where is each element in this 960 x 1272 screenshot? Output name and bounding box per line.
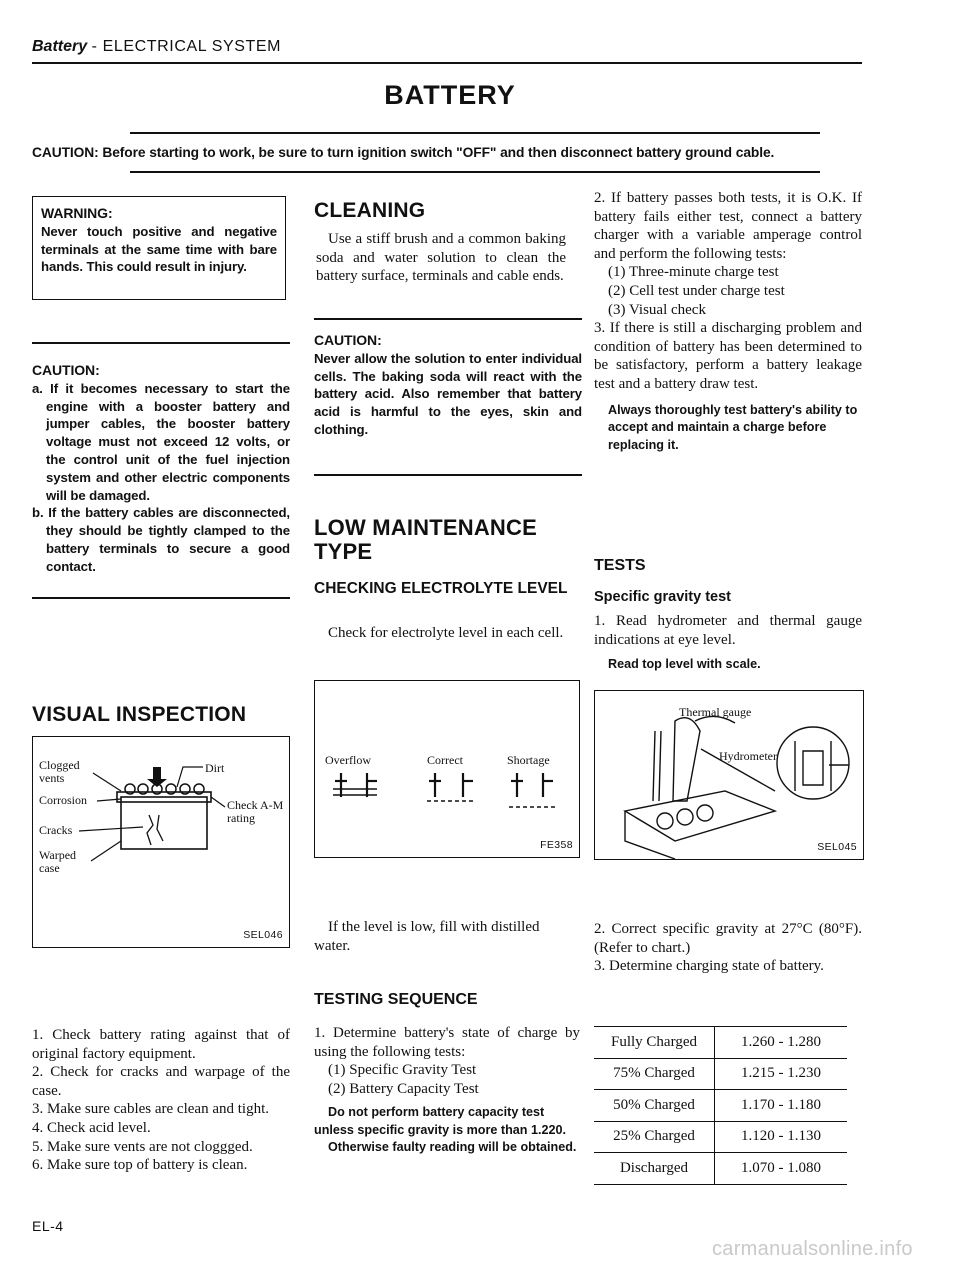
rc-test-2: (2) Cell test under charge test (608, 282, 785, 299)
label-dirt: Dirt (205, 761, 225, 775)
vi-step-5: 5. Make sure vents are not cloggged. (32, 1138, 253, 1155)
specific-gravity-subheading: Specific gravity test (594, 589, 731, 605)
table-cell-state: 75% Charged (594, 1058, 715, 1090)
figure-code-sel046: SEL046 (243, 929, 283, 941)
tests-step-2: 2. Correct specific gravity at 27°C (80°F). (Refer to chart.) (594, 921, 862, 956)
rc-step-2: 2. If battery passes both tests, it is O.K. If battery fails either test, connect a battery charger with a variable amperage control and perform the following tests: (594, 190, 862, 262)
rc-test-3: (3) Visual check (608, 301, 706, 318)
table-cell-state: 25% Charged (594, 1121, 715, 1153)
table-row (594, 1027, 847, 1059)
label-hydrometer: Hydrometer (719, 749, 777, 763)
rc-note: Always thoroughly test battery's ability to accept and maintain a charge before replacing it. (608, 402, 858, 452)
vi-step-2: 2. Check for cracks and warpage of the case. (32, 1064, 290, 1099)
cleaning-heading: CLEANING (314, 199, 426, 222)
testing-sequence-heading: TESTING SEQUENCE (314, 991, 478, 1008)
ts-step-1: 1. Determine battery's state of charge by using the following tests: (314, 1025, 580, 1060)
table-cell-state: Discharged (594, 1153, 715, 1185)
visual-inspection-steps (32, 1026, 290, 1175)
running-header (32, 38, 281, 56)
specific-gravity-table-wrap (594, 1026, 847, 1185)
header-rule (32, 62, 862, 64)
table-row (594, 1153, 847, 1185)
cleaning-caution-rule-top (314, 318, 582, 320)
rc-step-3: 3. If there is still a discharging problem and condition of battery has been determined to be satisfactory, perform a battery leakage test and a battery draw test. (594, 320, 862, 392)
caution-left-label: CAUTION: (32, 362, 100, 378)
label-correct: Correct (427, 753, 463, 767)
table-row (594, 1121, 847, 1153)
cleaning-caution-label: CAUTION: (314, 332, 382, 348)
label-corrosion: Corrosion (39, 793, 87, 807)
cleaning-caution-rule-bottom (314, 474, 582, 476)
figure-code-fe358: FE358 (540, 839, 573, 851)
caution-top-rule-upper (130, 132, 820, 134)
figure-code-sel045: SEL045 (817, 841, 857, 853)
table-row (594, 1090, 847, 1122)
warning-text: Never touch positive and negative terminals at the same time with bare hands. This could result in injury. (41, 223, 277, 275)
right-col-sequence (594, 189, 862, 454)
caution-left-rule-bottom (32, 597, 290, 599)
tests-step-3: 3. Determine charging state of battery. (594, 958, 824, 975)
table-cell-range: 1.120 - 1.130 (715, 1121, 848, 1153)
tests-heading: TESTS (594, 557, 646, 574)
caution-left (32, 352, 290, 576)
tests-note: Read top level with scale. (608, 657, 761, 671)
watermark: carmanualsonline.info (712, 1238, 913, 1260)
testing-sequence-body (314, 1024, 580, 1157)
ts-test-1: (1) Specific Gravity Test (328, 1062, 477, 1079)
table-cell-range: 1.260 - 1.280 (715, 1027, 848, 1059)
vi-step-1: 1. Check battery rating against that of original factory equipment. (32, 1027, 290, 1062)
cleaning-text: Use a stiff brush and a common baking soda and water solution to clean the battery surface, terminals and cable ends. (316, 231, 566, 285)
label-warped-case: Warped case (39, 848, 77, 875)
cleaning-caution-text: Never allow the solution to enter individual cells. The baking soda will react with the battery acid. Also remember that battery acid is harmful to the eyes, skin and clothing. (314, 350, 582, 437)
cleaning-caution (314, 326, 582, 439)
electrolyte-figure (314, 680, 580, 858)
vi-step-3: 3. Make sure cables are clean and tight. (32, 1101, 269, 1118)
vi-step-4: 4. Check acid level. (32, 1119, 151, 1136)
warning-label: WARNING: (41, 205, 113, 221)
caution-left-a: a. If it becomes necessary to start the engine with a booster battery and jumper cables, the booster battery voltage must not exceed 12 volts, or the control unit of the fuel injection system and other electric components will be damaged. (32, 380, 290, 503)
label-clogged-vents: Clogged vents (39, 758, 80, 785)
caution-left-rule-top (32, 342, 290, 344)
label-check-am-rating: Check A-M rating (227, 798, 284, 825)
vi-step-6: 6. Make sure top of battery is clean. (32, 1157, 248, 1174)
label-overflow: Overflow (325, 753, 371, 767)
ts-test-2: (2) Battery Capacity Test (328, 1080, 479, 1097)
warning-box (32, 196, 286, 300)
label-thermal-gauge: Thermal gauge (679, 705, 752, 719)
caution-top-rule-lower (130, 171, 820, 173)
visual-inspection-heading: VISUAL INSPECTION (32, 703, 247, 726)
ts-note: Do not perform battery capacity test unless specific gravity is more than 1.220. (314, 1105, 566, 1137)
electrolyte-level-illustration (315, 681, 579, 857)
table-cell-range: 1.070 - 1.080 (715, 1153, 848, 1185)
tests-body-after-figure (594, 920, 862, 976)
low-maintenance-heading: LOW MAINTENANCE TYPE (314, 515, 537, 564)
page-title: BATTERY (384, 80, 516, 110)
rc-test-1: (1) Three-minute charge test (608, 264, 779, 281)
electrolyte-after-text: If the level is low, fill with distilled water. (314, 919, 540, 954)
header-title: - ELECTRICAL SYSTEM (91, 38, 282, 55)
electrolyte-text: Check for electrolyte level in each cell. (328, 625, 564, 641)
label-shortage: Shortage (507, 753, 550, 767)
table-cell-state: 50% Charged (594, 1090, 715, 1122)
table-cell-range: 1.215 - 1.230 (715, 1058, 848, 1090)
table-row (594, 1058, 847, 1090)
specific-gravity-table (594, 1026, 847, 1185)
table-cell-state: Fully Charged (594, 1027, 715, 1059)
table-cell-range: 1.170 - 1.180 (715, 1090, 848, 1122)
visual-inspection-figure (32, 736, 290, 948)
page-number: EL-4 (32, 1218, 64, 1234)
ts-note-2: Otherwise faulty reading will be obtained. (328, 1140, 577, 1155)
tests-step-1: 1. Read hydrometer and thermal gauge indications at eye level. (594, 613, 862, 648)
caution-left-b: b. If the battery cables are disconnected, they should be tightly clamped to the battery terminals to secure a good contact. (32, 505, 290, 574)
hydrometer-figure (594, 690, 864, 860)
header-prefix: Battery (32, 38, 88, 55)
electrolyte-subheading: CHECKING ELECTROLYTE LEVEL (314, 580, 568, 597)
label-cracks: Cracks (39, 823, 73, 837)
caution-top: CAUTION: Before starting to work, be sure to turn ignition switch "OFF" and then disconnect battery ground cable. (32, 145, 775, 160)
